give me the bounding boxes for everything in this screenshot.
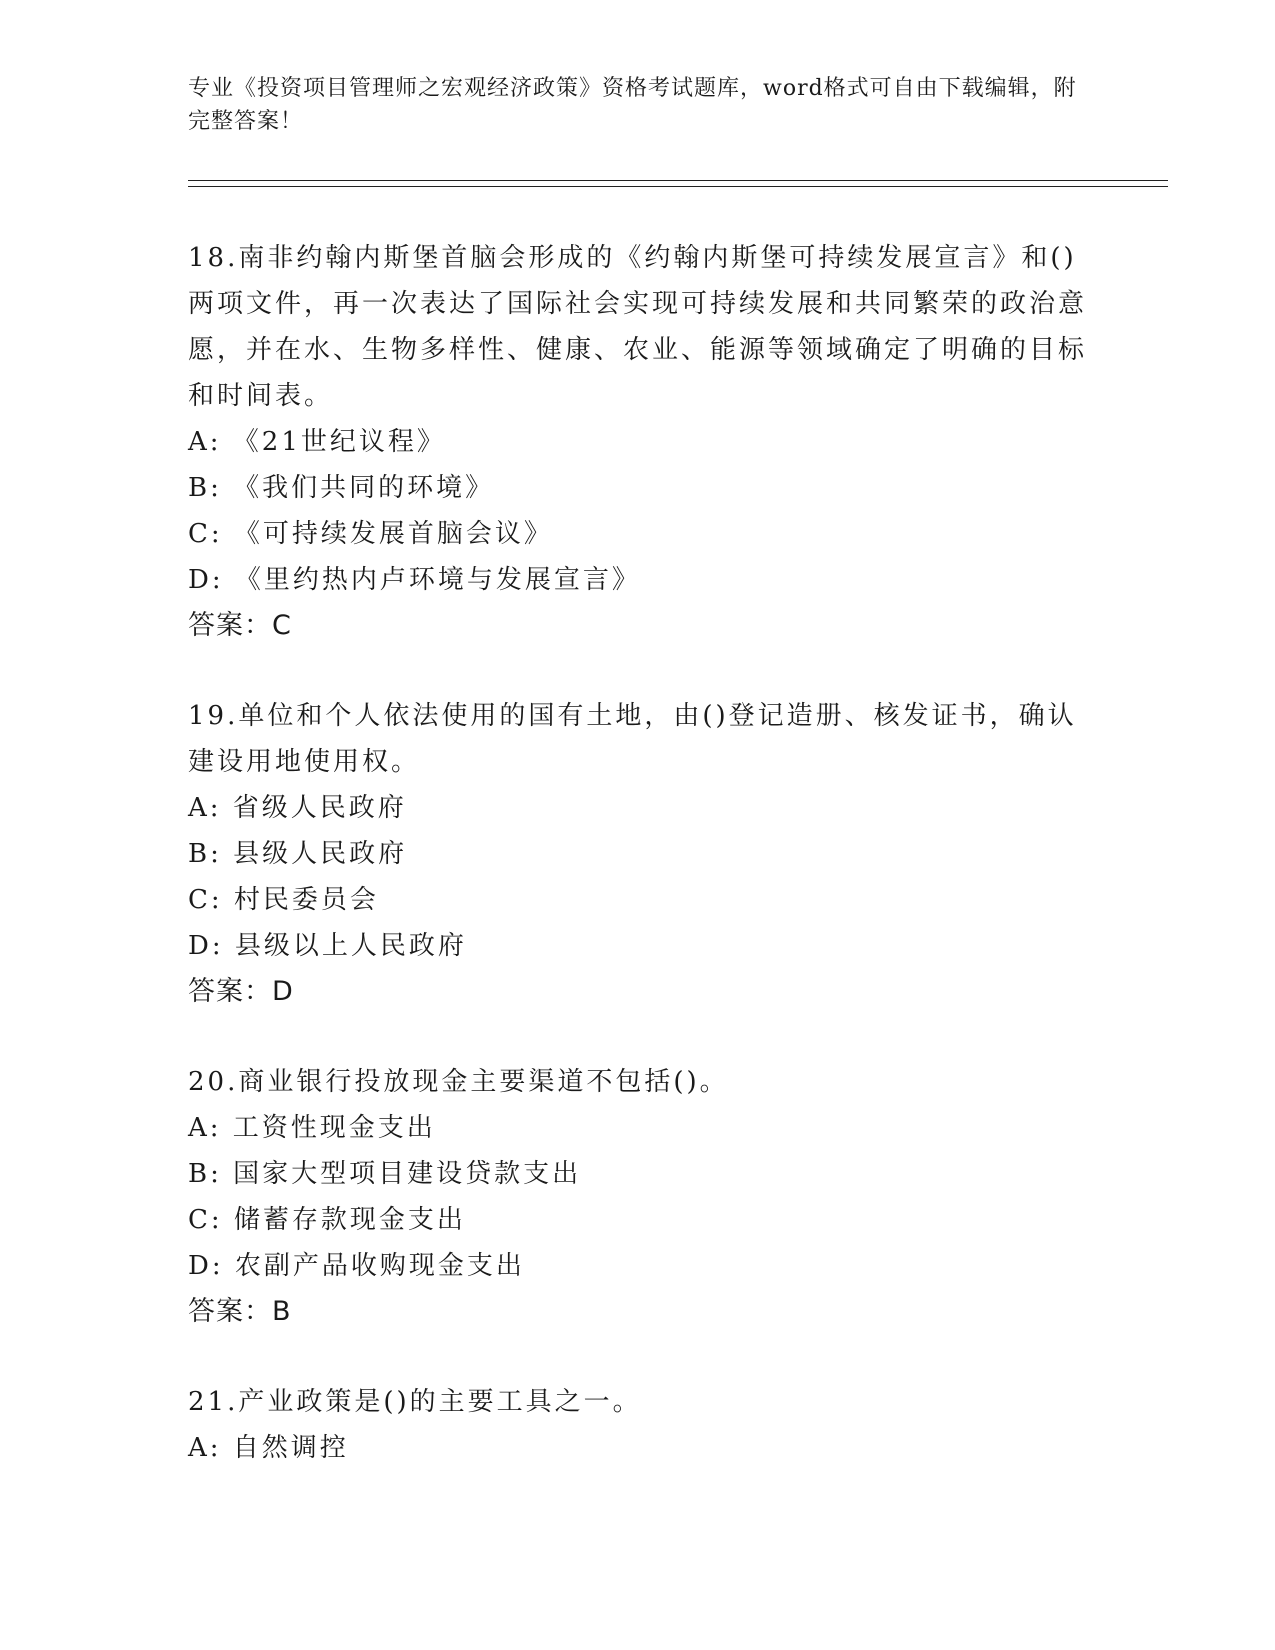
answer-key: 答案：B: [188, 1296, 292, 1327]
answer-key: 答案：C: [188, 610, 292, 641]
option-b: B: 县级人民政府: [188, 839, 408, 869]
question-stem: 21.产业政策是()的主要工具之一。: [188, 1387, 642, 1417]
option-c: C: 村民委员会: [188, 885, 379, 915]
question-stem: 20.商业银行投放现金主要渠道不包括()。: [188, 1067, 729, 1097]
answer-key: 答案：D: [188, 976, 294, 1007]
question-20: [188, 1059, 1088, 1335]
option-c: C: 《可持续发展首脑会议》: [188, 519, 553, 549]
question-21: [188, 1379, 1088, 1471]
document-header: 专业《投资项目管理师之宏观经济政策》资格考试题库，word格式可自由下载编辑，附完整答案！: [188, 76, 1077, 134]
option-c: C: 储蓄存款现金支出: [188, 1205, 466, 1235]
option-d: D: 农副产品收购现金支出: [188, 1251, 525, 1281]
question-stem: 19.单位和个人依法使用的国有土地，由()登记造册、核发证书，确认建设用地使用权。: [188, 701, 1077, 777]
option-d: D: 县级以上人民政府: [188, 931, 467, 961]
option-a: A: 自然调控: [188, 1433, 349, 1463]
option-a: A: 《21世纪议程》: [188, 427, 446, 457]
option-b: B: 《我们共同的环境》: [188, 473, 495, 503]
header-divider: [188, 180, 1168, 187]
question-19: [188, 693, 1088, 1015]
option-b: B: 国家大型项目建设贷款支出: [188, 1159, 582, 1189]
question-stem: 18.南非约翰内斯堡首脑会形成的《约翰内斯堡可持续发展宣言》和()两项文件，再一次表达了国际社会实现可持续发展和共同繁荣的政治意愿，并在水、生物多样性、健康、农业、能源等领域确定了明确的目标和时间表。: [188, 243, 1088, 411]
option-d: D: 《里约热内卢环境与发展宣言》: [188, 565, 641, 595]
option-a: A: 工资性现金支出: [188, 1113, 436, 1143]
question-list: [188, 235, 1088, 1515]
question-18: [188, 235, 1088, 649]
option-a: A: 省级人民政府: [188, 793, 407, 823]
